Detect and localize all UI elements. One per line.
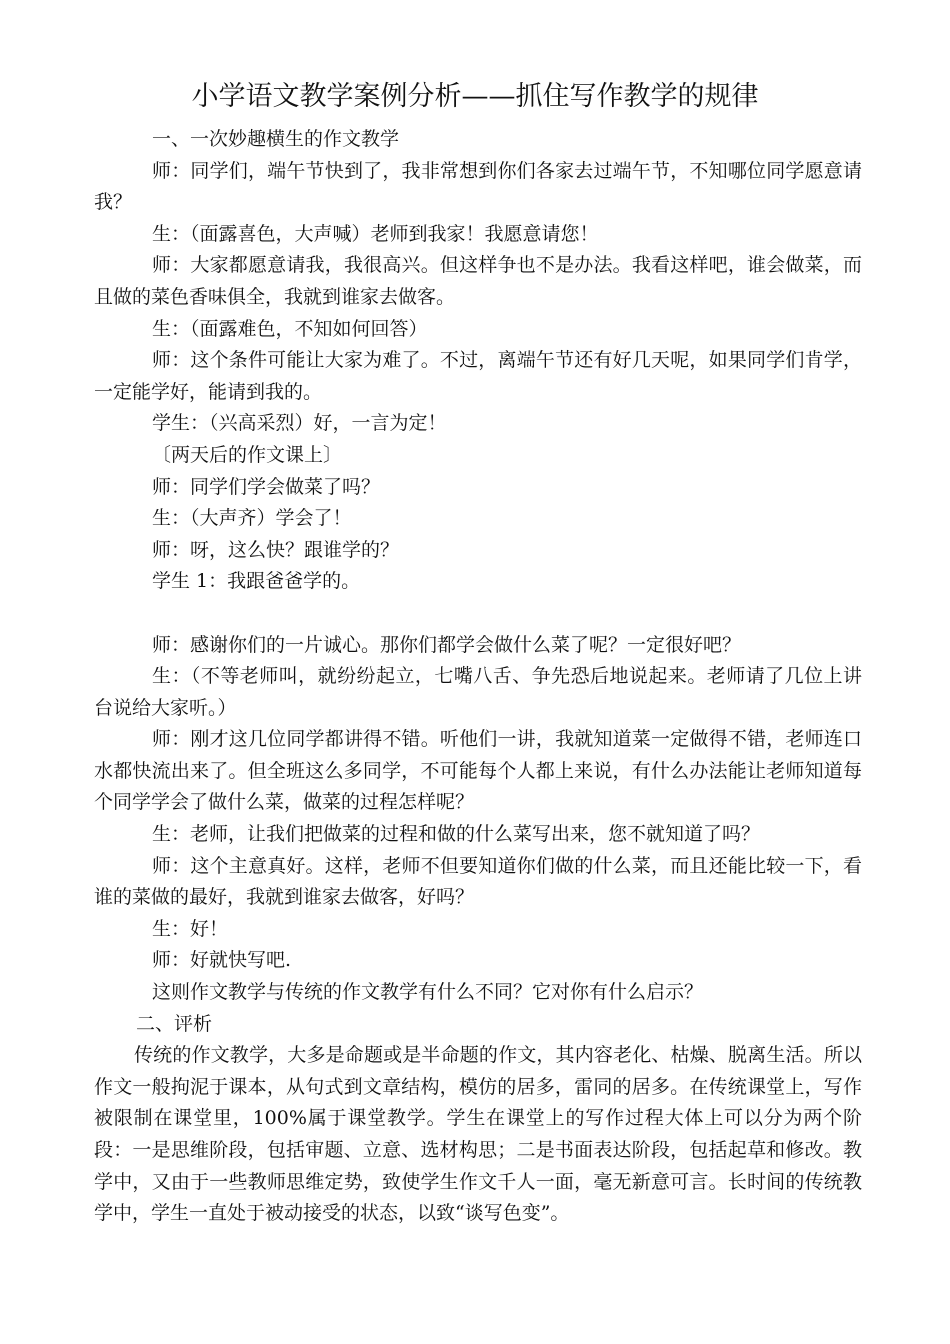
dialogue-paragraph: 师：大家都愿意请我，我很高兴。但这样争也不是办法。我看这样吧，谁会做菜，而且做的菜色香味俱全，我就到谁家去做客。 [94,254,862,308]
dialogue-paragraph: 师：感谢你们的一片诚心。那你们都学会做什么菜了呢？一定很好吧？ [152,633,742,656]
dialogue-paragraph: 师：呀，这么快？跟谁学的？ [152,538,400,561]
scene-note: 〔两天后的作文课上〕 [152,443,343,466]
dialogue-paragraph: 生：老师，让我们把做菜的过程和做的什么菜写出来，您不就知道了吗？ [152,823,761,846]
dialogue-paragraph: 师：这个条件可能让大家为难了。不过，离端午节还有好几天呢，如果同学们肯学，一定能学好，能请到我的。 [94,349,862,403]
dialogue-paragraph: 师：同学们，端午节快到了，我非常想到你们各家去过端午节，不知哪位同学愿意请我？ [94,159,862,214]
dialogue-paragraph: 学生：（兴高采烈）好，一言为定！ [152,412,447,435]
section-heading-1: 一、一次妙趣横生的作文教学 [152,128,400,150]
dialogue-paragraph: 生：（不等老师叫，就纷纷起立，七嘴八舌、争先恐后地说起来。老师请了几位上讲台说给大家听。） [94,665,862,719]
document-title: 小学语文教学案例分析——抓住写作教学的规律 [191,81,759,112]
reflection-question: 这则作文教学与传统的作文教学有什么不同？它对你有什么启示？ [152,981,704,1004]
dialogue-paragraph: 生：（面露难色，不知如何回答） [152,317,428,340]
dialogue-paragraph: 师：同学们学会做菜了吗？ [152,475,381,498]
dialogue-paragraph: 生：（面露喜色，大声喊）老师到我家！我愿意请您！ [152,222,599,245]
dialogue-paragraph: 师：刚才这几位同学都讲得不错。听他们一讲，我就知道菜一定做得不错，老师连口水都快流出来了。但全班这么多同学，不可能每个人都上来说，有什么办法能让老师知道每个同学学会了做什么菜，做菜的过程怎样呢？ [94,728,862,814]
section-heading-2: 二、评析 [136,1012,213,1035]
dialogue-paragraph: 师：这个主意真好。这样，老师不但要知道你们做的什么菜，而且还能比较一下，看谁的菜做的最好，我就到谁家去做客，好吗？ [94,854,862,909]
dialogue-paragraph: 师：好就快写吧. [152,949,292,972]
dialogue-paragraph: 学生 1：我跟爸爸学的。 [152,570,361,593]
dialogue-paragraph: 生：好！ [152,917,229,940]
document-body [94,124,862,1230]
analysis-paragraph: 传统的作文教学，大多是命题或是半命题的作文，其内容老化、枯燥、脱离生活。所以作文一般拘泥于课本，从句式到文章结构，模仿的居多，雷同的居多。在传统课堂上，写作被限制在课堂里，100%属于课堂教学。学生在课堂上的写作过程大体上可以分为两个阶段：一是思维阶段，包括审题、立意、选材构思；二是书面表达阶段，包括起草和修改。教学中，又由于一些教师思维定势，致使学生作文千人一面，毫无新意可言。长时间的传统教学中，学生一直处于被动接受的状态，以致“谈写色变”。 [94,1044,862,1225]
dialogue-paragraph: 生：（大声齐）学会了！ [152,507,352,530]
blank-line [94,598,862,630]
